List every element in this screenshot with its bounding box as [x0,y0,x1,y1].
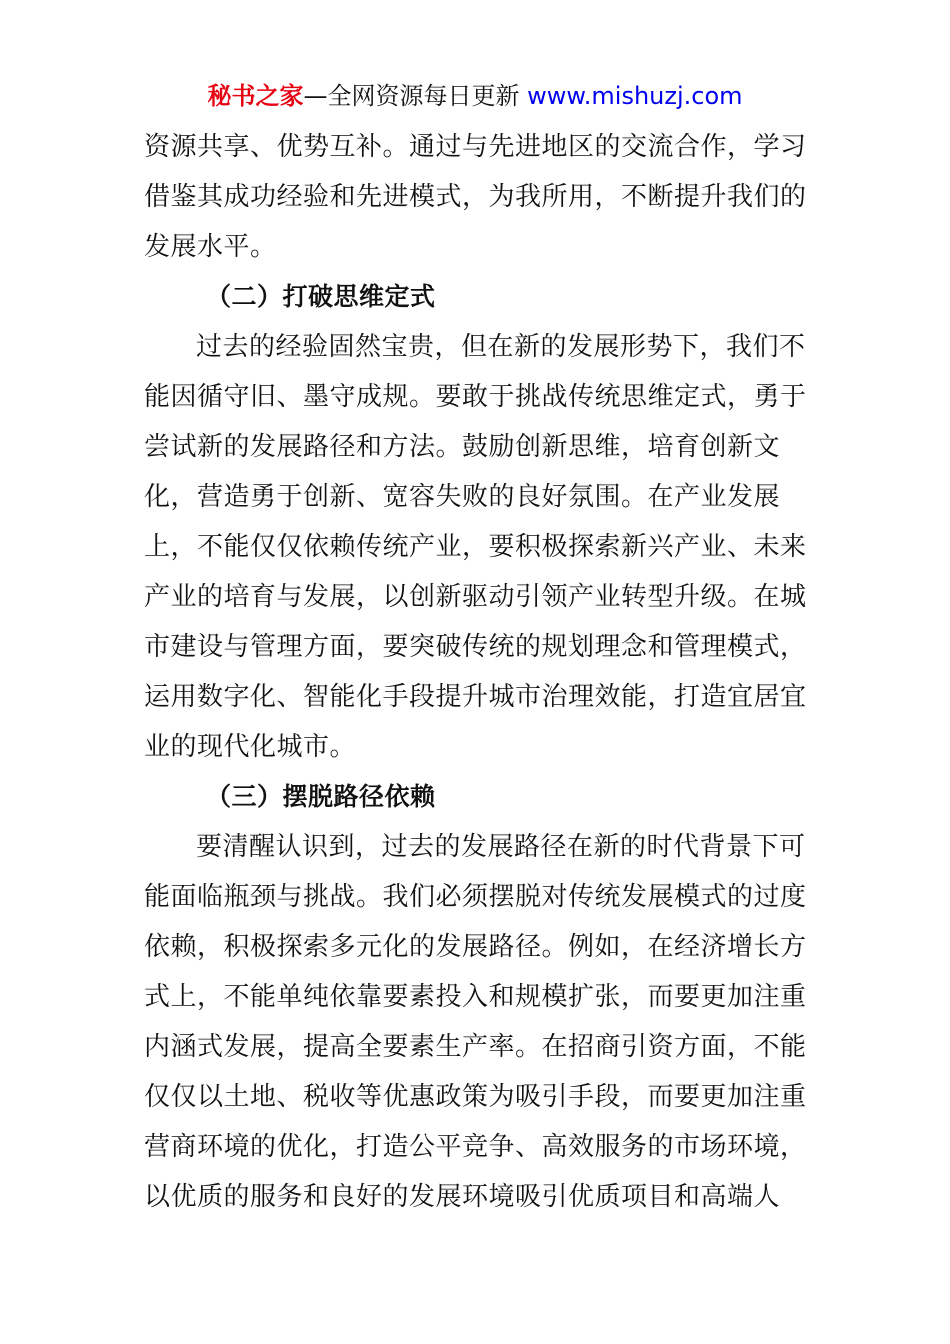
paragraph-start: 要清醒认识到，过去的发展路径在新的时代背景下可 [196,832,806,862]
page-header [0,80,950,112]
body-line: 市建设与管理方面，要突破传统的规划理念和管理模式， [144,632,807,662]
body-line: 业的现代化城市。 [144,732,357,762]
body-line: 上，不能仅仅依赖传统产业，要积极探索新兴产业、未来 [144,532,807,562]
section-heading-2: （二）打破思维定式 [206,282,436,311]
site-brand: 秘书之家 [207,82,304,110]
body-line: 能面临瓶颈与挑战。我们必须摆脱对传统发展模式的过度 [144,882,807,912]
body-line: 依赖，积极探索多元化的发展路径。例如，在经济增长方 [144,932,807,962]
body-line: 式上，不能单纯依靠要素投入和规模扩张，而要更加注重 [144,982,807,1012]
body-line: 产业的培育与发展，以创新驱动引领产业转型升级。在城 [144,582,807,612]
body-line: 能因循守旧、墨守成规。要敢于挑战传统思维定式，勇于 [144,382,807,412]
body-line: 仅仅以土地、税收等优惠政策为吸引手段，而要更加注重 [144,1082,807,1112]
body-line: 尝试新的发展路径和方法。鼓励创新思维，培育创新文 [144,432,781,462]
body-line: 借鉴其成功经验和先进模式，为我所用，不断提升我们的 [144,182,807,212]
body-line: 营商环境的优化，打造公平竞争、高效服务的市场环境， [144,1132,807,1162]
site-url-link[interactable]: www.mishuzj.com [527,82,743,110]
body-line: 内涵式发展，提高全要素生产率。在招商引资方面，不能 [144,1032,807,1062]
body-line: 以优质的服务和良好的发展环境吸引优质项目和高端人 [144,1182,781,1212]
body-line: 化，营造勇于创新、宽容失败的良好氛围。在产业发展 [144,482,781,512]
paragraph-start: 过去的经验固然宝贵，但在新的发展形势下，我们不 [196,332,806,362]
header-tagline: —全网资源每日更新 [303,82,528,110]
document-body [144,122,814,1222]
section-heading-3: （三）摆脱路径依赖 [206,782,436,811]
body-line: 发展水平。 [144,232,277,262]
body-line: 资源共享、优势互补。通过与先进地区的交流合作，学习 [144,132,807,162]
body-line: 运用数字化、智能化手段提升城市治理效能，打造宜居宜 [144,682,807,712]
